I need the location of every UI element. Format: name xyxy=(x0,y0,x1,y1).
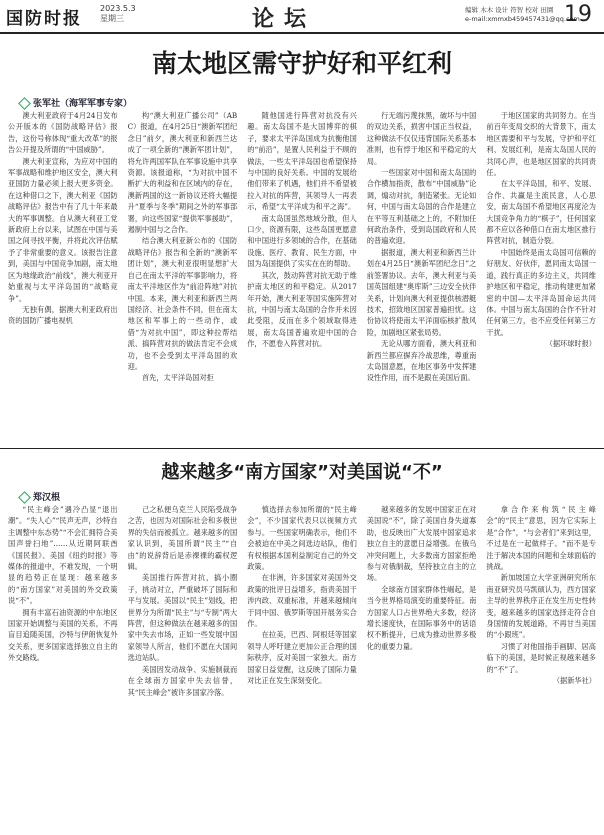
article2-column xyxy=(367,504,477,830)
byline-diamond-icon xyxy=(18,491,31,504)
byline-diamond-icon xyxy=(18,97,31,110)
paragraph: “民主峰会”遇冷凸显“退出潮”。“失人心”“民声无声，沙特自主调整中东态势”“不会汇拥符合美国声誉扫地”……从近期阿联酋《国民报》、美国《纽约时报》等媒体的报道中，不难发现，一个明显的趋势正在显现：越来越多的“南方国家”对美国的外交政策说“不”。 xyxy=(8,505,118,606)
paragraph: 结合澳大利亚新公布的《国防战略评估》报告和全新的“澳新军团计划”，澳大利亚很明显想扩大自己在南太平洋的军事影响力，将南太平洋地区作为“前沿阵地”对抗中国。本来，澳大利亚和新西兰两国经济、社会条件不同，但在南太地区和军事上的一些动作，或借“为对抗中国”，即这种拉帮结派、搞阵营对抗的做法肯定不会成功，也不会受到太平洋岛国的欢迎。 xyxy=(127,236,238,371)
issue-weekday: 星期三 xyxy=(100,14,124,23)
article2-title: 越来越多“南方国家”对美国说“不” xyxy=(161,462,443,483)
article2-column xyxy=(486,504,596,830)
paragraph: 慎选择去参加所谓的“民主峰会”，不少国家代表只以视频方式参与。一些国家明确表示，他们不会被迫在中美之间选边站队，他们有权根据本国利益制定自己的外交政策。 xyxy=(247,505,357,572)
paragraph: 拥有丰富石油资源的中东地区国家开始调整与美国的关系，不再盲目追随美国，沙特与伊朗恢复外交关系，更多国家选择独立自主的外交路线。 xyxy=(8,607,118,663)
article1-column xyxy=(486,110,596,442)
article2-byline: 郑汉根 xyxy=(33,493,61,503)
newspaper-logo: 国防时报 xyxy=(6,9,82,29)
section-title: 论坛 xyxy=(252,6,317,32)
issue-date-block xyxy=(100,4,136,24)
article2-source: （据新华社） xyxy=(552,676,596,686)
paragraph: 澳大利亚政府于4月24日发布公开版本的《国防战略评估》报告，这份号称体现“重大改革”的报告公开提及所谓的“中国威胁”。 xyxy=(8,111,118,155)
paragraph: 随他国进行阵营对抗没有兴趣。南太岛国不是大国博弈的棋子，要求太平洋岛国成为抗衡他国的“前沿”，是置人民利益于不顾的做法，一些太平洋岛国也希望保持与中国的良好关系。中国的发展给他们带来了机遇，他们并不希望被拉入对抗的阵营，其领导人一再表示，希望“太平洋成为和平之海”。 xyxy=(247,111,357,212)
issue-date: 2023.5.3 xyxy=(100,4,136,13)
paragraph: 无论从哪方面看，澳大利亚和新西兰都应摒弃冷战思维，尊重南太岛国意愿，在地区事务中发挥建设性作用，而不是跟在美国后面。 xyxy=(366,339,477,383)
article2-column xyxy=(247,504,357,830)
paragraph: 首先，太平洋岛国对拒 xyxy=(141,373,214,383)
paragraph: 拿合作来构筑“民主峰会”的“民主”意思，因为它实际上是“合作”，“与会者们”来到这里，不过是在一起做样子。“而不是专注于解决本国的问题和全球面临的挑战。 xyxy=(486,505,596,572)
paragraph: 己之私便乌克兰人民陷受战争之苦，也因为对国际社会和多极世界的失信而被孤立。越来越多的国家认识到，美国所谓“民主”“自由”的说辞背后是赤裸裸的霸权逻辑。 xyxy=(127,505,238,572)
paragraph: 其次，鼓动阵营对抗无助于维护南太地区的和平稳定。从2017年开始，澳大利亚等国实施阵营对抗，中国与南太岛国的合作并未因此受阻，反而在多个领域取得进展，南太岛国普遍欢迎中国的合作，不愿卷入阵营对抗。 xyxy=(247,270,357,349)
masthead-rule xyxy=(0,32,604,34)
paragraph: 在太平洋岛国，和平、发展、合作、共赢是主流民意，人心思安，南太岛国不希望地区再度沦为大国竞争角力的“棋子”，任何国家都不应以各种借口在南太地区推行阵营对抗，制造分裂。 xyxy=(486,179,596,246)
article1-body xyxy=(8,110,596,442)
masthead xyxy=(0,0,604,32)
paragraph: 习惯了对他国指手画脚、居高临下的美国，是时候正视越来越多的“不”了。 xyxy=(486,641,596,674)
article2-body xyxy=(8,504,596,830)
paragraph: 无独有偶，据澳大利亚政府出资的国防广播电视机 xyxy=(8,304,118,326)
paragraph: 一些国家对中国和南太岛国的合作横加指责，散布“中国威胁”论调，煽动对抗，制造紧张。无论如何，中国与南太岛国的合作是建立在平等互利基础之上的，不附加任何政治条件，受到岛国政府和人民的普遍欢迎。 xyxy=(366,168,477,246)
editor-email: e-mail:xmmxb459457431@qq.com xyxy=(465,15,580,23)
paragraph: 在拉美，巴西、阿根廷等国家领导人呼吁建立更加公正合理的国际秩序，反对美国一家独大。南方国家日益觉醒，这反映了国际力量对比正在发生深刻变化。 xyxy=(247,630,357,686)
article2-column xyxy=(8,504,118,830)
paragraph: 南太岛国虽然地域分散，但人口少，资源有限，这些岛国更愿意和中国进行多领域的合作，在基础设施、医疗、教育、民生方面，中国为岛国提供了实实在在的帮助。 xyxy=(247,213,357,269)
paragraph: 美国因发动战争、实施制裁而在全球南方国家中失去信誉，其“民主峰会”被许多国家冷落。 xyxy=(127,664,238,697)
paragraph: 中国始终是南太岛国可信赖的好朋友、好伙伴，愿同南太岛国一道，践行真正的多边主义，共同维护地区和平稳定，推动构建更加紧密的中国—太平洋岛国命运共同体。中国与南太岛国的合作不针对任何第三方，也不应受任何第三方干扰。 xyxy=(486,247,596,337)
article-divider xyxy=(0,448,604,449)
article1-column xyxy=(128,110,238,442)
editors-credits: 编辑 木木 设计 符智 校对 田園 xyxy=(465,6,554,14)
editors-block xyxy=(465,6,580,24)
paragraph: 行无端污蔑抹黑，破坏与中国的双边关系，损害中国正当权益，这种做法不仅仅违背国际关系基本准则，也有悖于地区和平稳定的大局。 xyxy=(366,111,477,166)
article1-title: 南太地区需守护好和平红利 xyxy=(151,49,452,78)
paragraph: 全球南方国家群体性崛起，是当今世界格局演变的重要特征。南方国家人口占世界绝大多数，经济增长速度快，在国际事务中的话语权不断提升，已成为推动世界多极化的重要力量。 xyxy=(366,584,477,651)
article2-byline-wrap xyxy=(20,490,60,503)
article1-source: （据环球时报） xyxy=(545,339,596,349)
article1-column xyxy=(8,110,118,442)
paragraph: 越来越多的发展中国家正在对美国说“不”，除了美国自身失道寡助，也反映出广大发展中国家追求独立自主的意愿日益增强。在俄乌冲突问题上，大多数南方国家拒绝参与对俄制裁，坚持独立自主的立场。 xyxy=(366,505,477,583)
article1-column xyxy=(367,110,477,442)
page-number: 19 xyxy=(564,2,592,27)
article1-byline: 张军社（海军军事专家） xyxy=(33,99,133,109)
paragraph: 据报道，澳大利亚和新西兰计划在4月25日“澳新军团纪念日”之前签署协议。去年，澳大利亚与美国英国组建“奥库斯”三边安全伙伴关系，计划向澳大利亚提供核潜艇技术，招致地区国家普遍担忧。这份协议将使南太平洋面临核扩散风险，加剧地区紧张局势。 xyxy=(366,247,477,337)
article1-byline-wrap xyxy=(20,96,132,109)
paragraph: 构“澳大利亚广播公司”（ABC）报道，在4月25日“澳新军团纪念日”前夕，澳大利亚和新西兰达成了一项全新的“澳新军团计划”，将允许两国军队在军事设施中共享资源。该报道称，“为对抗中国不断扩大的利益和在区域内的存在，澳新两国的这一新协议还将大幅提升“夏季与冬季”期间之外的军事部署，向这些国家“提供军事援助”，遏制中国与之合作。 xyxy=(127,111,238,235)
article2-column xyxy=(128,504,238,830)
paragraph: 于地区国家的共同努力。在当前百年变局交织的大背景下，南太地区需要和平与发展，守护和平红利、发展红利，是南太岛国人民的共同心声，也是地区国家的共同责任。 xyxy=(486,111,596,178)
paragraph: 澳大利亚宣称，为应对中国的军事战略和维护地区安全，澳大利亚国防力量必须上报大更多资金。在这种借口之下，澳大利亚《国防战略评估》报告中有了几十年来最大的军事调整。自从澳大利亚工党新政府上台以来，试图在中国与美国之间寻找平衡，并将此次评估赋予了非常重要的意义。该报告注意到，美国与中国竞争加剧，南太地区为地缘政治“前线”，澳大利亚开始重视与太平洋岛国的“战略竞争”。 xyxy=(8,156,118,303)
article1-column xyxy=(247,110,357,442)
paragraph: 在非洲，许多国家对美国外交政策的批评日益增多，指责美国干涉内政、双重标准，并越来越倾向于同中国、俄罗斯等国开展务实合作。 xyxy=(247,573,357,629)
paragraph: 新加坡国立大学亚洲研究所东南亚研究员马凯硕认为，西方国家主导的世界秩序正在发生历史性转变，越来越多的国家选择走符合自身国情的发展道路，不再甘当美国的“小跟班”。 xyxy=(486,573,596,640)
paragraph: 美国推行阵营对抗，搞小圈子，挑动对立，严重破坏了国际和平与发展。美国以“民主”划线，把世界分为所谓“民主”与“专制”两大阵营，但这种做法在越来越多的国家中失去市场，正如一些发展中国家领导人所言，他们不愿在大国间选边站队。 xyxy=(127,573,238,663)
